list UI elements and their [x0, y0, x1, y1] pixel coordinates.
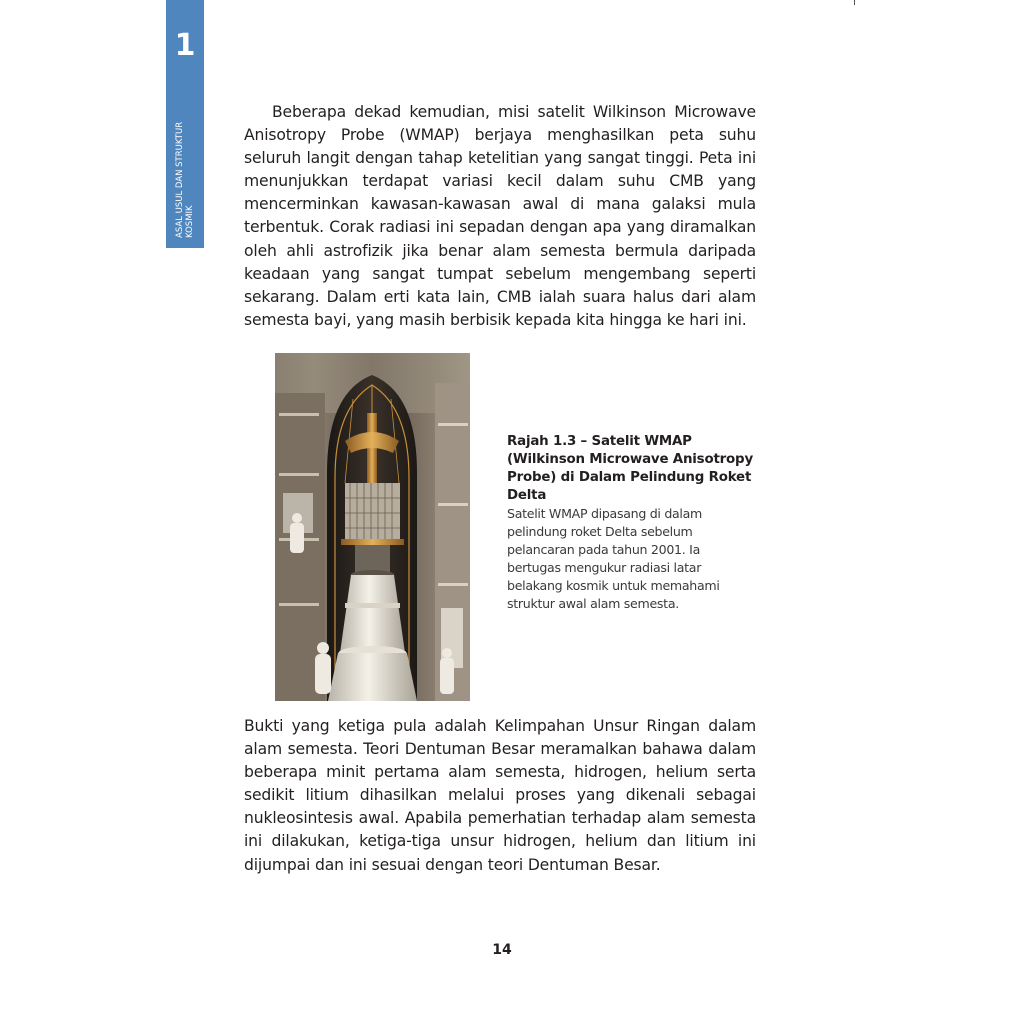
page-number: 14 — [492, 942, 512, 958]
chapter-number: 1 — [174, 28, 196, 63]
body-paragraph: Beberapa dekad kemudian, misi satelit Wilkinson Microwave Anisotropy Probe (WMAP) berjaya menghasilkan peta suhu seluruh langit dengan tahap ketelitian yang sangat tinggi. Peta ini menunjukkan terdapat variasi kecil dalam suhu CMB yang mencerminkan kawasan-kawasan awal di mana galaksi mula terbentuk. Corak radiasi ini sepadan dengan apa yang diramalkan oleh ahli astrofizik jika benar alam semesta bermula daripada keadaan yang sangat tumpat sebelum mengembang seperti sekarang. Dalam erti kata lain, CMB ialah suara halus dari alam semesta bayi, yang masih berbisik kepada kita hingga ke hari ini. — [244, 103, 756, 329]
crop-mark — [854, 0, 855, 5]
chapter-title: ASAL USUL DAN STRUKTUR KOSMIK — [175, 121, 195, 238]
figure-caption — [507, 433, 757, 613]
chapter-tab — [166, 0, 204, 248]
body-paragraph: Bukti yang ketiga pula adalah Kelimpahan Unsur Ringan dalam alam semesta. Teori Dentuman Besar meramalkan bahawa dalam beberapa minit pertama alam semesta, hidrogen, helium serta sedikit litium dihasilkan melalui proses yang dikenali sebagai nukleosintesis awal. Apabila pemerhatian terhadap alam semesta ini dilakukan, ketiga-tiga unsur hidrogen, helium dan litium ini dijumpai dan ini sesuai dengan teori Dentuman Besar. — [244, 717, 756, 874]
caption-text: Satelit WMAP dipasang di dalam pelindung roket Delta sebelum pelancaran pada tahun 2001. Ia bertugas mengukur radiasi latar belakang kosmik untuk memahami struktur awal alam semesta. — [507, 506, 720, 611]
caption-title: Rajah 1.3 – Satelit WMAP (Wilkinson Microwave Anisotropy Probe) di Dalam Pelindung Roket Delta — [507, 434, 753, 503]
wmap-satellite-photo — [275, 353, 470, 701]
